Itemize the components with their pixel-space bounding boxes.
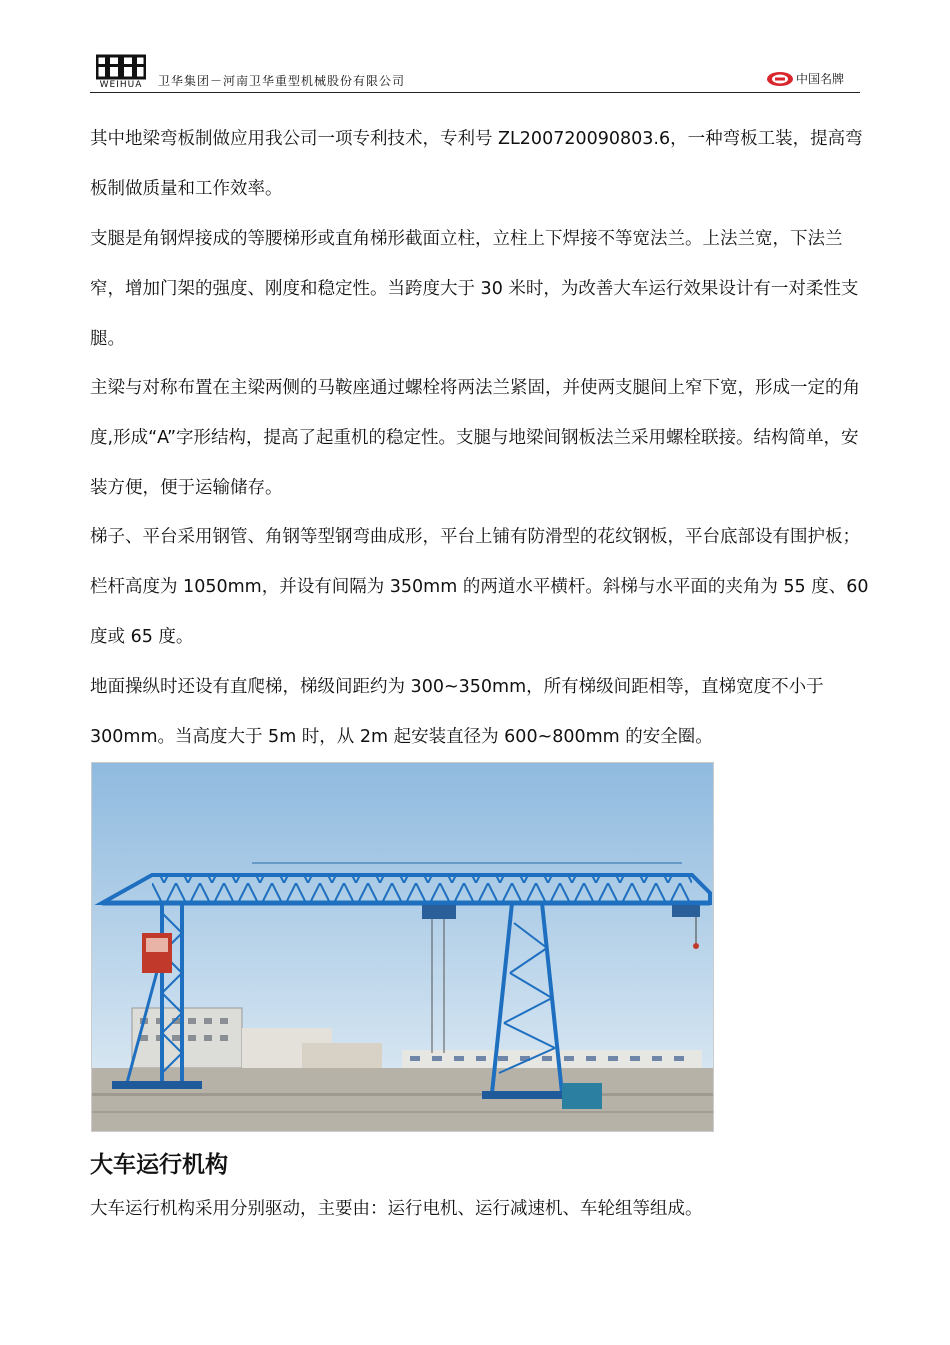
brand-badge: [766, 70, 844, 87]
gantry-crane-photo: [91, 762, 714, 1132]
paragraph-legs: 支腿是角钢焊接成的等腰梯形或直角梯形截面立柱，立柱上下焊接不等宽法兰。上法兰宽，下法兰窄，增加门架的强度、刚度和稳定性。当跨度大于 30 米时，为改善大车运行效果设计有一对柔性支腿。: [90, 229, 859, 349]
logo-wordmark: WEIHUA: [99, 80, 143, 90]
paragraph-main-girder: 主梁与对称布置在主梁两侧的马鞍座通过螺栓将两法兰紧固，并使两支腿间上窄下宽，形成一定的角度,形成“A”字形结构，提高了起重机的稳定性。支腿与地梁间钢板法兰采用螺栓联接。结构简单，安装方便，便于运输储存。: [90, 378, 860, 498]
section-text: 大车运行机构采用分别驱动，主要由：运行电机、运行减速机、车轮组等组成。: [90, 1199, 703, 1219]
gantry-crane-image: [92, 763, 713, 1131]
page-header: [90, 52, 860, 93]
weihua-logo: [92, 54, 150, 90]
paragraph-patent: 其中地梁弯板制做应用我公司一项专利技术，专利号 ZL200720090803.6，一种弯板工装，提高弯板制做质量和工作效率。: [90, 129, 863, 199]
china-brand-icon: [766, 71, 794, 87]
section-title: 大车运行机构: [90, 1152, 228, 1178]
brand-text: 中国名牌: [795, 72, 844, 86]
paragraph-ladder-platform: 梯子、平台采用钢管、角钢等型钢弯曲成形，平台上铺有防滑型的花纹钢板，平台底部设有围护板；栏杆高度为 1050mm，并设有间隔为 350mm 的两道水平横杆。斜梯与水平面的夹角为 55 度、60 度或 65 度。: [90, 527, 869, 647]
company-name: 卫华集团－河南卫华重型机械股份有限公司: [158, 74, 406, 88]
weihua-logo-icon: [96, 54, 146, 80]
paragraph-vertical-ladder: 地面操纵时还设有直爬梯，梯级间距约为 300~350mm，所有梯级间距相等，直梯宽度不小于 300mm。当高度大于 5m 时，从 2m 起安装直径为 600~800mm 的安全圈。: [90, 677, 824, 747]
